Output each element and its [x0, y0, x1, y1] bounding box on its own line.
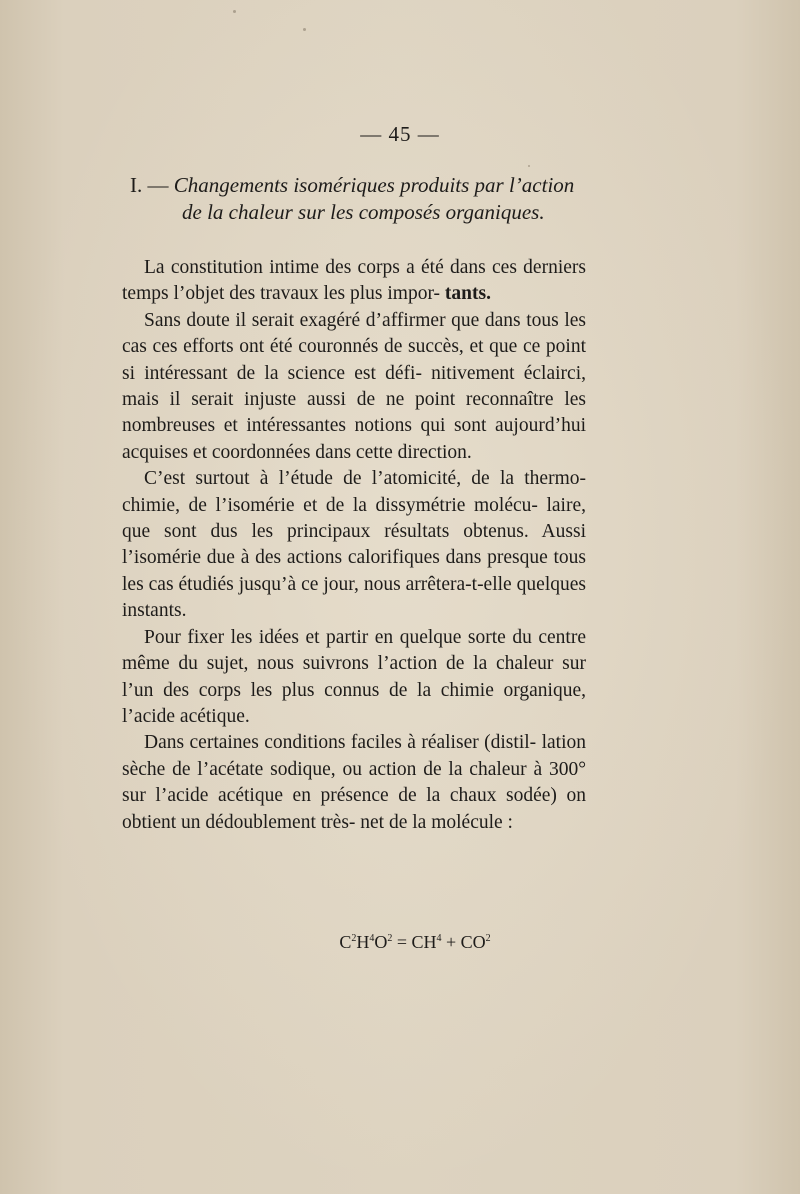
formula-symbol: O: [374, 932, 388, 952]
formula-index: 2: [485, 933, 491, 944]
formula-symbol: CO: [460, 932, 486, 952]
section-heading: [130, 172, 600, 226]
paragraph: Dans certaines conditions faciles à réaliser (distil- lation sèche de l’acétate sodique, ou action de la chaleur à 300° sur l’acide acétique en présence de la chaux sodée) on obtient un dédoublement très- net de la molécule :: [122, 732, 586, 833]
formula-index: 2: [387, 933, 393, 944]
paragraph-text: La constitution intime des corps a été dans ces derniers temps l’objet des travaux les plus impor-: [122, 257, 586, 305]
paragraph: [122, 255, 586, 308]
formula-symbol: H: [356, 932, 370, 952]
paper-speck: [233, 10, 236, 13]
page-number: — 45 —: [360, 122, 440, 146]
formula-index: 4: [436, 933, 442, 944]
plus-sign: +: [441, 932, 461, 952]
formula-index: 4: [369, 933, 375, 944]
section-title-line2: de la chaleur sur les composés organiques.: [182, 200, 545, 224]
paragraph-bold-word: tants.: [444, 283, 491, 305]
paper-speck: [303, 28, 306, 31]
equals-sign: =: [392, 932, 412, 952]
section-title-line1: Changements isomériques produits par l’action: [173, 173, 575, 197]
paragraph: Pour fixer les idées et partir en quelque sorte du centre même du sujet, nous suivrons l’action de la chaleur sur l’un des corps les plus connus de la chimie organique, l’acide acétique.: [122, 626, 586, 727]
paper-speck: [528, 165, 530, 167]
formula-index: 2: [351, 933, 357, 944]
formula-symbol: C: [339, 932, 352, 952]
paragraph: Sans doute il serait exagéré d’affirmer que dans tous les cas ces efforts ont été couronnés de succès, et que ce point si intéressant de la science est défi- nitivement éclairci, mais il serait injuste aussi de ne point reconnaître les nombreuses et intéressantes notions qui sont aujourd’hui acquises et coordonnées dans cette direction.: [122, 309, 586, 463]
paragraph: C’est surtout à l’étude de l’atomicité, de la thermo- chimie, de l’isomérie et de la dissymétrie molécu- laire, que sont dus les principaux résultats obtenus. Aussi l’isomérie due à des actions calorifiques dans presque tous les cas étudiés jusqu’à ce jour, nous arrêtera-t-elle quelques instants.: [122, 468, 586, 622]
body-text: [122, 255, 586, 836]
formula-symbol: CH: [411, 932, 437, 952]
section-number: I. —: [130, 173, 174, 197]
chemical-equation: [0, 932, 800, 953]
